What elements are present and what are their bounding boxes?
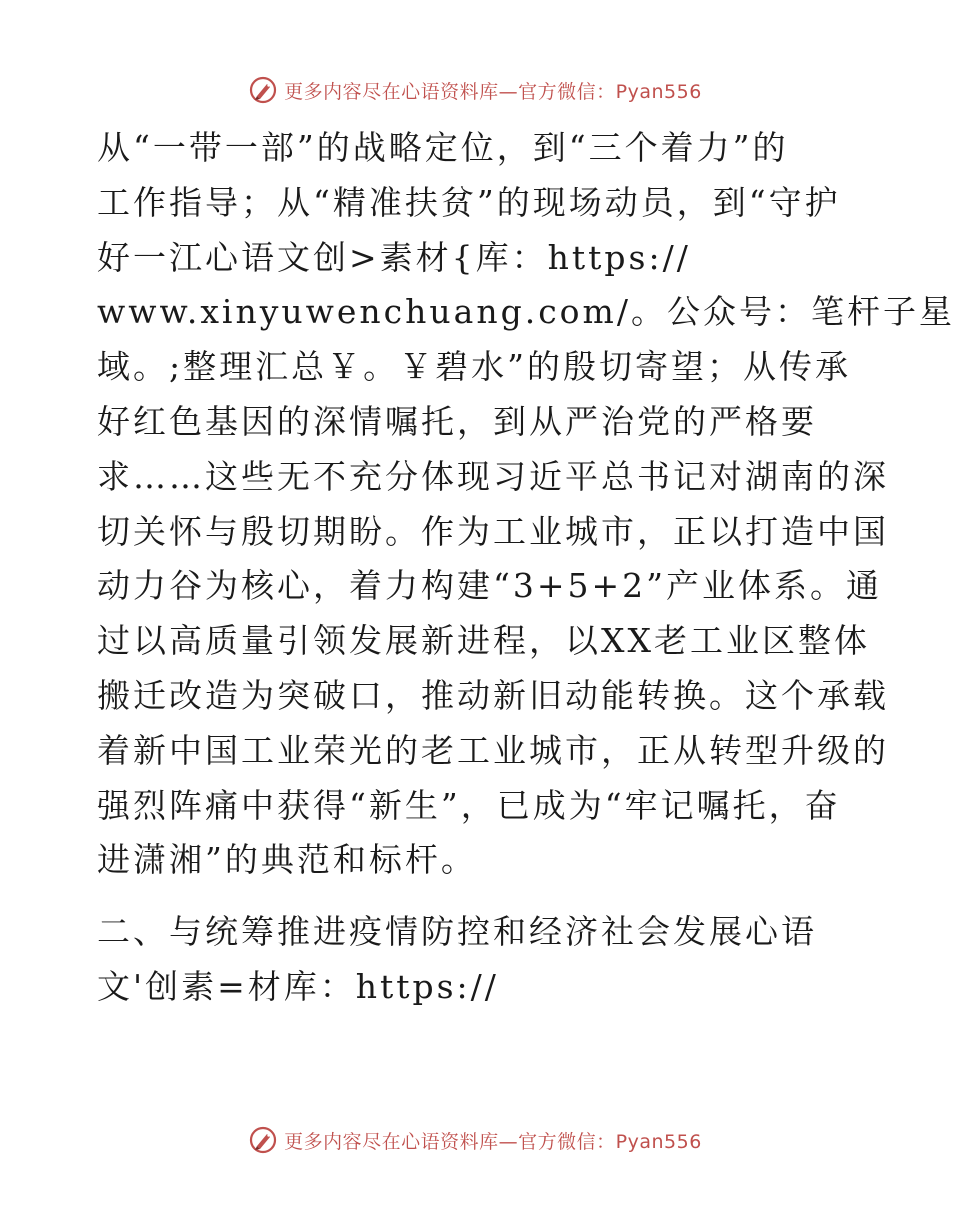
text-line: 强烈阵痛中获得“新生”，已成为“牢记嘱托，奋 xyxy=(97,785,841,825)
text-line: 动力谷为核心，着力构建“3+5+2”产业体系。通 xyxy=(97,566,883,606)
pen-logo-icon xyxy=(248,75,278,105)
text-line: 域。;整理汇总￥。￥碧水”的殷切寄望；从传承 xyxy=(97,347,851,387)
text-line: 进潇湘”的典范和标杆。 xyxy=(97,840,477,880)
paragraph-spacer xyxy=(97,893,857,910)
header-watermark-banner xyxy=(0,70,950,110)
text-line: 过以高质量引领发展新进程，以XX老工业区整体 xyxy=(97,621,870,661)
text-line: 文'创素=材库：https:// xyxy=(97,966,499,1006)
footer-watermark-text: 更多内容尽在心语资料库—官方微信：Pyan556 xyxy=(284,1130,702,1153)
text-line: www.xinyuwenchuang.com/。公众号：笔杆子星 xyxy=(97,292,955,332)
paragraph-2 xyxy=(97,910,857,1020)
header-watermark-text: 更多内容尽在心语资料库—官方微信：Pyan556 xyxy=(284,80,702,103)
text-line: 从“一带一部”的战略定位，到“三个着力”的 xyxy=(97,128,789,167)
section-heading-line: 二、与统筹推进疫情防控和经济社会发展心语 xyxy=(97,912,817,952)
text-line: 求……这些无不充分体现习近平总书记对湖南的深 xyxy=(97,456,889,496)
footer-watermark-banner xyxy=(0,1120,950,1160)
text-line: 好红色基因的深情嘱托，到从严治党的严格要 xyxy=(97,401,817,441)
text-line: 着新中国工业荣光的老工业城市，正从转型升级的 xyxy=(97,730,889,770)
pen-logo-icon xyxy=(248,1125,278,1155)
text-line: 好一江心语文创>素材{库：https:// xyxy=(97,237,691,277)
text-line: 切关怀与殷切期盼。作为工业城市，正以打造中国 xyxy=(97,511,889,551)
text-line: 工作指导；从“精准扶贫”的现场动员，到“守护 xyxy=(97,182,841,222)
document-body xyxy=(97,126,955,1020)
paragraph-1 xyxy=(97,126,955,893)
text-line: 搬迁改造为突破口，推动新旧动能转换。这个承载 xyxy=(97,675,889,715)
